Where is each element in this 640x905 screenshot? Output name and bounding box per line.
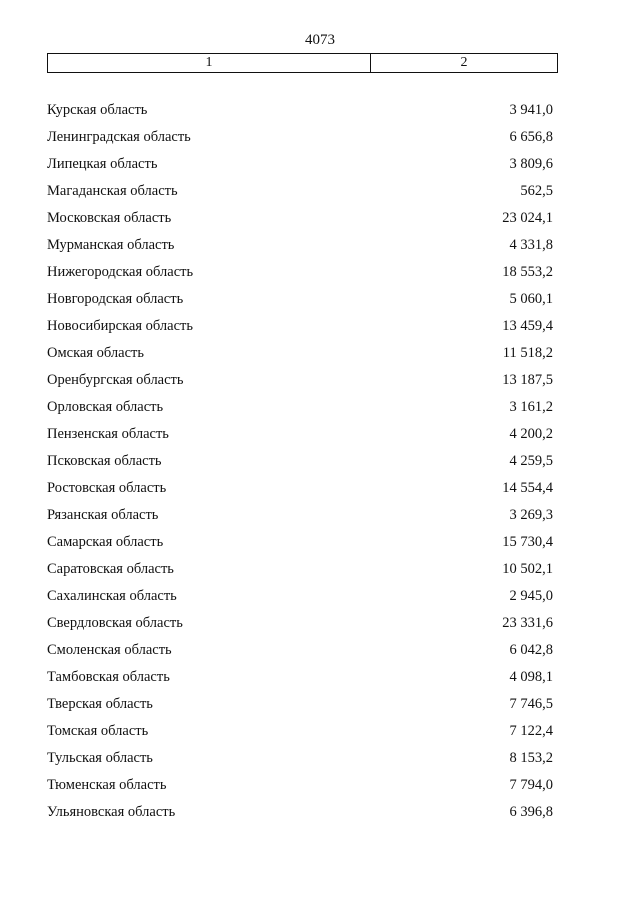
table-row — [47, 799, 553, 826]
region-name: Омская область — [47, 345, 144, 361]
table-row — [47, 583, 553, 610]
region-name: Нижегородская область — [47, 264, 194, 280]
table-row — [47, 637, 553, 664]
region-value: 3 269,3 — [509, 507, 553, 523]
region-value: 4 331,8 — [509, 237, 553, 253]
region-name: Рязанская область — [47, 507, 159, 523]
region-name: Свердловская область — [47, 615, 183, 631]
region-value: 4 200,2 — [509, 426, 553, 442]
table-row — [47, 772, 553, 799]
region-name: Новгородская область — [47, 291, 184, 307]
table-row — [47, 205, 553, 232]
page-number: 4073 — [305, 32, 335, 48]
region-name: Тюменская область — [47, 777, 167, 793]
table-row — [47, 340, 553, 367]
region-value: 6 656,8 — [509, 129, 553, 145]
table-row — [47, 448, 553, 475]
region-name: Саратовская область — [47, 561, 174, 577]
table-row — [47, 313, 553, 340]
region-value: 13 459,4 — [502, 318, 553, 334]
table-row — [47, 475, 553, 502]
table-row — [47, 421, 553, 448]
region-value: 562,5 — [520, 183, 553, 199]
region-name: Псковская область — [47, 453, 162, 469]
region-name: Самарская область — [47, 534, 164, 550]
region-value: 4 259,5 — [509, 453, 553, 469]
region-name: Томская область — [47, 723, 149, 739]
region-value: 3 941,0 — [509, 102, 553, 118]
table-row — [47, 745, 553, 772]
region-name: Новосибирская область — [47, 318, 193, 334]
table-row — [47, 232, 553, 259]
region-name: Ульяновская область — [47, 804, 176, 820]
table-row — [47, 718, 553, 745]
region-value: 8 153,2 — [509, 750, 553, 766]
region-name: Ростовская область — [47, 480, 167, 496]
table-row — [47, 691, 553, 718]
region-name: Магаданская область — [47, 183, 178, 199]
table-row — [47, 556, 553, 583]
region-value: 2 945,0 — [509, 588, 553, 604]
region-name: Ленинградская область — [47, 129, 191, 145]
region-name: Тульская область — [47, 750, 153, 766]
region-value: 6 396,8 — [509, 804, 553, 820]
region-name: Тамбовская область — [47, 669, 170, 685]
region-name: Липецкая область — [47, 156, 158, 172]
column-header-2: 2 — [460, 55, 468, 70]
table-row — [47, 286, 553, 313]
region-name: Орловская область — [47, 399, 164, 415]
region-name: Сахалинская область — [47, 588, 177, 604]
region-value: 10 502,1 — [502, 561, 553, 577]
region-name: Тверская область — [47, 696, 153, 712]
column-header-1: 1 — [48, 54, 371, 72]
table-row — [47, 367, 553, 394]
table-row — [47, 502, 553, 529]
region-value: 18 553,2 — [502, 264, 553, 280]
column-header-table — [47, 53, 558, 73]
region-name: Курская область — [47, 102, 148, 118]
table-row — [47, 124, 553, 151]
region-value: 7 746,5 — [509, 696, 553, 712]
region-value: 23 024,1 — [502, 210, 553, 226]
region-value: 6 042,8 — [509, 642, 553, 658]
region-value: 11 518,2 — [502, 345, 553, 361]
region-table-body — [47, 97, 553, 826]
region-name: Пензенская область — [47, 426, 169, 442]
table-row — [47, 529, 553, 556]
table-row — [47, 151, 553, 178]
region-value: 13 187,5 — [502, 372, 553, 388]
table-row — [47, 394, 553, 421]
region-value: 14 554,4 — [502, 480, 553, 496]
table-row — [47, 178, 553, 205]
table-row — [47, 97, 553, 124]
table-row — [47, 259, 553, 286]
region-value: 23 331,6 — [502, 615, 553, 631]
region-value: 3 809,6 — [509, 156, 553, 172]
region-name: Мурманская область — [47, 237, 175, 253]
table-row — [47, 664, 553, 691]
region-value: 7 122,4 — [509, 723, 553, 739]
region-value: 5 060,1 — [509, 291, 553, 307]
region-value: 7 794,0 — [509, 777, 553, 793]
region-name: Смоленская область — [47, 642, 172, 658]
region-value: 3 161,2 — [509, 399, 553, 415]
region-name: Оренбургская область — [47, 372, 184, 388]
region-value: 4 098,1 — [509, 669, 553, 685]
region-value: 15 730,4 — [502, 534, 553, 550]
table-row — [47, 610, 553, 637]
region-name: Московская область — [47, 210, 172, 226]
